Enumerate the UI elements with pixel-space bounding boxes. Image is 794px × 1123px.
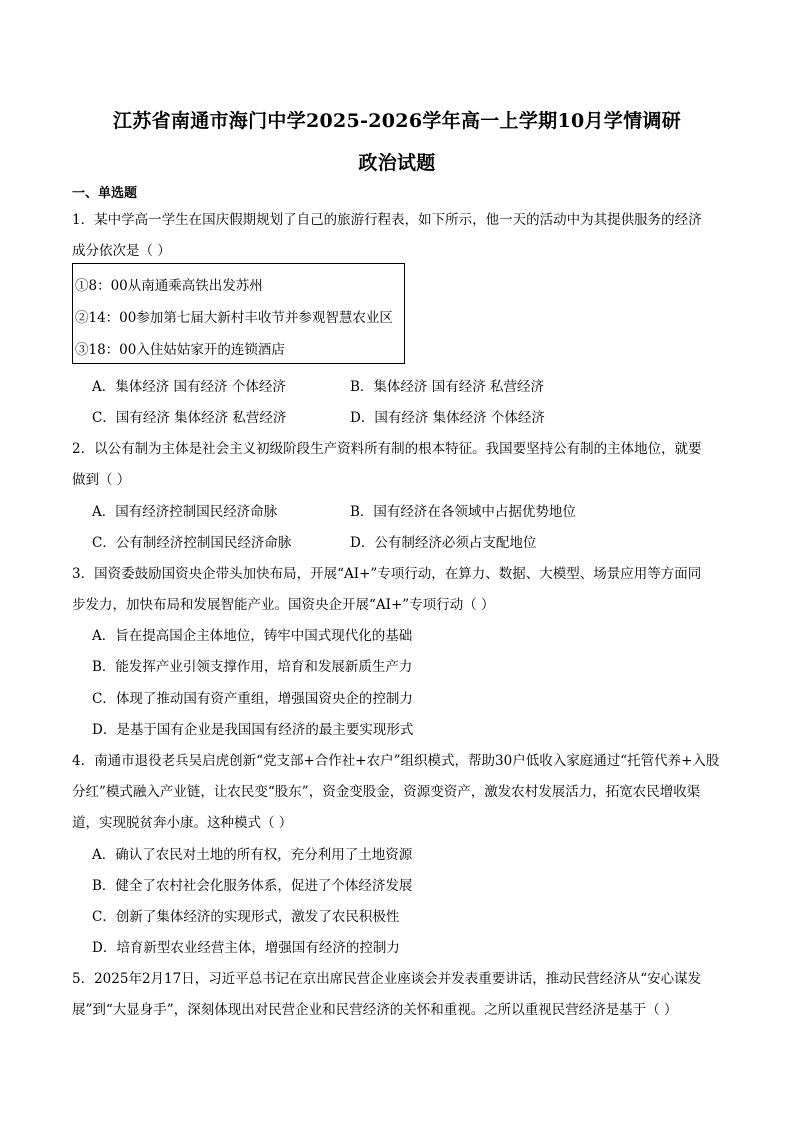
question-2-option-d: D．公有制经济必须占支配地位 <box>350 535 537 551</box>
question-3-stem-line-1: 3．国资委鼓励国资央企带头加快布局，开展“AI+”专项行动，在算力、数据、大模型、场景应用等方面同 <box>72 566 702 582</box>
question-4-option-b: B．健全了农村社会化服务体系，促进了个体经济发展 <box>92 878 413 894</box>
question-1-option-b: B．集体经济 国有经济 私营经济 <box>350 379 545 395</box>
itinerary-item-3: ③18：00入住姑姑家开的连锁酒店 <box>75 342 285 358</box>
question-2-option-c: C．公有制经济控制国民经济命脉 <box>92 535 292 551</box>
question-4-option-c: C．创新了集体经济的实现形式，激发了农民积极性 <box>92 909 400 925</box>
question-2-stem-line-1: 2．以公有制为主体是社会主义初级阶段生产资料所有制的根本特征。我国要坚持公有制的主体地位，就要 <box>72 441 702 457</box>
question-3-option-a: A．旨在提高国企主体地位，铸牢中国式现代化的基础 <box>92 628 413 644</box>
question-5-stem-line-1: 5．2025年2月17日，习近平总书记在京出席民营企业座谈会并发表重要讲话，推动民营经济从“安心谋发 <box>72 971 702 987</box>
question-4-option-d: D．培育新型农业经营主体，增强国有经济的控制力 <box>92 940 400 956</box>
question-4-stem-line-2: 分红”模式融入产业链，让农民变“股东”，资金变股金，资源变资产，激发农村发展活力，拓宽农民增收渠 <box>72 784 701 800</box>
question-1-stem-line-2: 成分依次是（ ） <box>72 243 171 259</box>
section-heading: 一、单选题 <box>72 186 138 201</box>
question-4-stem-line-1: 4．南通市退役老兵吴启虎创新“党支部+合作社+农户”组织模式，帮助30户低收入家庭通过“托管代养+入股 <box>72 753 720 769</box>
question-2-option-a: A．国有经济控制国民经济命脉 <box>92 504 278 520</box>
question-1-option-d: D．国有经济 集体经济 个体经济 <box>350 410 545 426</box>
itinerary-item-1: ①8：00从南通乘高铁出发苏州 <box>75 278 263 294</box>
question-3-option-c: C．体现了推动国有资产重组，增强国资央企的控制力 <box>92 691 413 707</box>
question-5-stem-line-2: 展”到“大显身手”，深刻体现出对民营企业和民营经济的关怀和重视。之所以重视民营经济是基于（ ） <box>72 1002 678 1018</box>
question-1-option-c: C．国有经济 集体经济 私营经济 <box>92 410 287 426</box>
question-4-stem-line-3: 道，实现脱贫奔小康。这种模式（ ） <box>72 815 293 831</box>
question-4-option-a: A．确认了农民对土地的所有权，充分利用了土地资源 <box>92 847 413 863</box>
question-3-option-b: B．能发挥产业引领支撑作用，培育和发展新质生产力 <box>92 659 413 675</box>
question-3-stem-line-2: 步发力，加快布局和发展智能产业。国资央企开展“AI+”专项行动（ ） <box>72 597 495 613</box>
exam-subject-title: 政治试题 <box>358 152 436 174</box>
question-1-option-a: A．集体经济 国有经济 个体经济 <box>92 379 286 395</box>
itinerary-item-2: ②14：00参加第七届大新村丰收节并参观智慧农业区 <box>75 310 393 326</box>
itinerary-box <box>72 263 405 364</box>
question-2-option-b: B．国有经济在各领域中占据优势地位 <box>350 504 576 520</box>
exam-title: 江苏省南通市海门中学2025-2026学年高一上学期10月学情调研 <box>113 110 681 132</box>
question-1-stem-line-1: 1．某中学高一学生在国庆假期规划了自己的旅游行程表，如下所示，他一天的活动中为其提供服务的经济 <box>72 212 702 228</box>
question-3-option-d: D．是基于国有企业是我国国有经济的最主要实现形式 <box>92 722 414 738</box>
question-2-stem-line-2: 做到（ ） <box>72 472 131 488</box>
